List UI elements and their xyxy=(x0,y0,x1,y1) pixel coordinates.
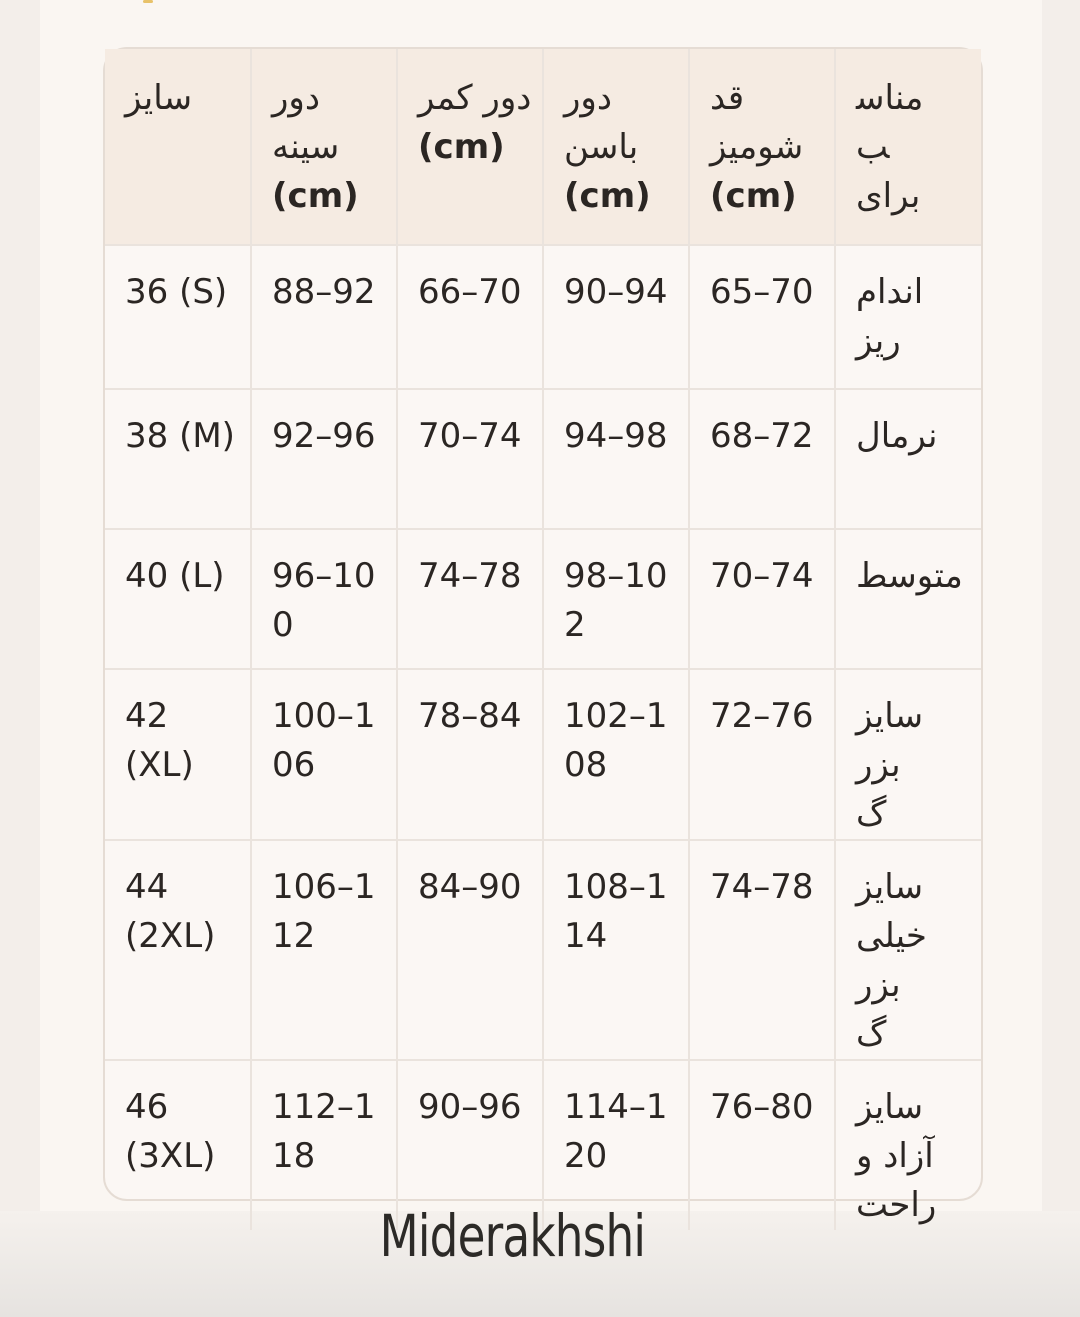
cell-length: 76–80 xyxy=(689,1060,835,1230)
header-row xyxy=(105,49,981,245)
header-hip: دور باسن (cm) xyxy=(543,49,689,245)
cell-chest: 92–96 xyxy=(251,389,397,529)
cell-hip: 102–108 xyxy=(543,669,689,840)
cell-fit: نرمال xyxy=(835,389,981,529)
cell-size: 38 (M) xyxy=(105,389,251,529)
cell-waist: 84–90 xyxy=(397,840,543,1060)
brand-watermark: Miderakhshi xyxy=(379,1202,646,1270)
table-row xyxy=(105,389,981,529)
cell-waist: 90–96 xyxy=(397,1060,543,1230)
header-fit: مناسب برای xyxy=(835,49,981,245)
cell-hip: 94–98 xyxy=(543,389,689,529)
cell-size: 42 (XL) xyxy=(105,669,251,840)
cell-size: 46 (3XL) xyxy=(105,1060,251,1230)
cell-waist: 74–78 xyxy=(397,529,543,669)
cell-length: 70–74 xyxy=(689,529,835,669)
cell-chest: 96–100 xyxy=(251,529,397,669)
cell-waist: 78–84 xyxy=(397,669,543,840)
cell-hip: 114–120 xyxy=(543,1060,689,1230)
cell-hip: 98–102 xyxy=(543,529,689,669)
table-row xyxy=(105,669,981,840)
cell-chest: 112–118 xyxy=(251,1060,397,1230)
cell-length: 68–72 xyxy=(689,389,835,529)
cell-chest: 88–92 xyxy=(251,245,397,389)
cell-size: 36 (S) xyxy=(105,245,251,389)
cell-length: 65–70 xyxy=(689,245,835,389)
cell-length: 72–76 xyxy=(689,669,835,840)
cell-waist: 70–74 xyxy=(397,389,543,529)
cell-length: 74–78 xyxy=(689,840,835,1060)
size-chart xyxy=(103,47,983,1225)
header-waist: دور کمر (cm) xyxy=(397,49,543,245)
cell-hip: 90–94 xyxy=(543,245,689,389)
cell-fit: سایز بزرگ xyxy=(835,669,981,840)
table-row xyxy=(105,840,981,1060)
size-table xyxy=(105,49,981,1230)
cell-fit: سایز آزاد و راحت xyxy=(856,1087,937,1225)
cell-waist: 66–70 xyxy=(397,245,543,389)
cell-chest: 106–112 xyxy=(251,840,397,1060)
table-row xyxy=(105,529,981,669)
header-size: سایز xyxy=(105,49,251,245)
header-length: قد شومیز (cm) xyxy=(689,49,835,245)
top-accent-mark xyxy=(143,0,153,3)
header-chest: دور سینه (cm) xyxy=(251,49,397,245)
cell-size: 40 (L) xyxy=(105,529,251,669)
cell-fit: سایز خیلی بزرگ xyxy=(835,840,981,1060)
cell-chest: 100–106 xyxy=(251,669,397,840)
cell-hip: 108–114 xyxy=(543,840,689,1060)
cell-fit: اندام ریز xyxy=(835,245,981,389)
cell-fit: متوسط xyxy=(835,529,981,669)
table-row xyxy=(105,245,981,389)
cell-size: 44 (2XL) xyxy=(105,840,251,1060)
